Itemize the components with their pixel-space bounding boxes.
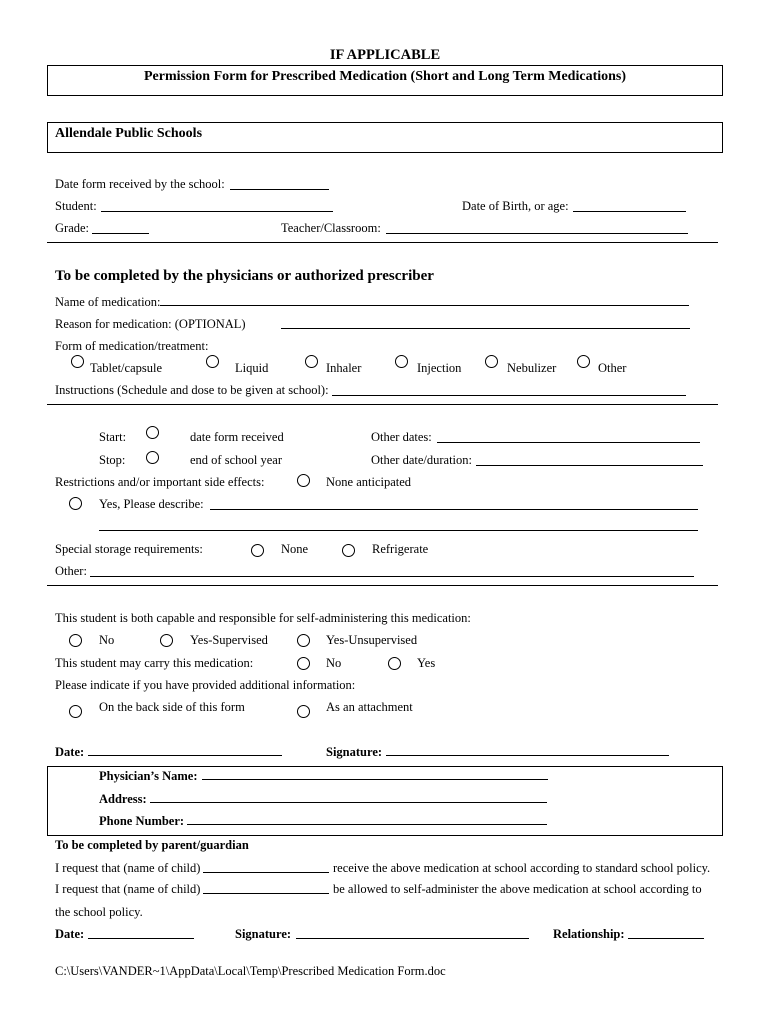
relationship-label: Relationship:: [553, 927, 625, 941]
reason-field[interactable]: [281, 328, 690, 329]
other-field[interactable]: [90, 576, 694, 577]
phone-label: Phone Number:: [99, 814, 185, 828]
start-date-received-radio[interactable]: [146, 426, 159, 439]
carry-label: This student may carry this medication:: [55, 656, 254, 670]
teacher-label: Teacher/Classroom:: [281, 221, 381, 235]
date-received-field[interactable]: [230, 189, 329, 190]
capable-no-label: No: [99, 633, 115, 647]
capable-label: This student is both capable and responsible for self-administering this medication:: [55, 611, 471, 625]
capable-no-radio[interactable]: [69, 634, 82, 647]
instructions-label: Instructions (Schedule and dose to be given at school):: [55, 383, 329, 397]
address-label: Address:: [99, 792, 147, 806]
file-path-footer: C:\Users\VANDER~1\AppData\Local\Temp\Prescribed Medication Form.doc: [55, 964, 446, 978]
instructions-field[interactable]: [332, 395, 686, 396]
physician-heading: To be completed by the physicians or authorized prescriber: [55, 268, 434, 284]
tablet-capsule-label: Tablet/capsule: [90, 361, 163, 375]
start-label: Start:: [99, 430, 127, 444]
other-duration-field[interactable]: [476, 465, 703, 466]
storage-refrigerate-label: Refrigerate: [372, 542, 429, 556]
teacher-field[interactable]: [386, 233, 688, 234]
physician-date-field[interactable]: [88, 755, 282, 756]
describe-field-1[interactable]: [210, 509, 698, 510]
school-name: Allendale Public Schools: [55, 126, 203, 141]
stop-option-label: end of school year: [190, 453, 282, 467]
liquid-radio[interactable]: [206, 355, 219, 368]
if-applicable-heading: IF APPLICABLE: [329, 47, 441, 63]
yes-describe-radio[interactable]: [69, 497, 82, 510]
yes-describe-label: Yes, Please describe:: [99, 497, 204, 511]
request2-continued: the school policy.: [55, 905, 143, 919]
medication-name-label: Name of medication:: [55, 295, 161, 309]
carry-yes-label: Yes: [417, 656, 436, 670]
storage-label: Special storage requirements:: [55, 542, 203, 556]
form-title: Permission Form for Prescribed Medication (Short and Long Term Medications): [143, 69, 627, 84]
instructions-divider: [47, 404, 718, 405]
other-duration-label: Other date/duration:: [371, 453, 473, 467]
back-side-radio[interactable]: [69, 705, 82, 718]
physician-name-label: Physician’s Name:: [99, 769, 198, 783]
physician-name-field[interactable]: [202, 779, 548, 780]
relationship-field[interactable]: [628, 938, 704, 939]
other-dates-label: Other dates:: [371, 430, 432, 444]
attachment-label: As an attachment: [326, 700, 413, 714]
additional-info-label: Please indicate if you have provided additional information:: [55, 678, 356, 692]
other-form-label: Other: [598, 361, 627, 375]
stop-end-of-year-radio[interactable]: [146, 451, 159, 464]
physician-date-label: Date:: [55, 745, 85, 759]
other-dates-field[interactable]: [437, 442, 700, 443]
request2-prefix: I request that (name of child): [55, 882, 201, 896]
medication-name-field[interactable]: [160, 305, 689, 306]
liquid-label: Liquid: [235, 361, 269, 375]
grade-field[interactable]: [92, 233, 149, 234]
request1-suffix: receive the above medication at school according to standard school policy.: [333, 861, 711, 875]
yes-supervised-radio[interactable]: [160, 634, 173, 647]
reason-label: Reason for medication: (OPTIONAL): [55, 317, 246, 331]
describe-field-2[interactable]: [99, 530, 698, 531]
yes-supervised-label: Yes-Supervised: [190, 633, 268, 647]
nebulizer-label: Nebulizer: [507, 361, 557, 375]
parent-signature-label: Signature:: [235, 927, 292, 941]
start-option-label: date form received: [190, 430, 284, 444]
carry-no-label: No: [326, 656, 342, 670]
child-name-field-2[interactable]: [203, 893, 329, 894]
attachment-radio[interactable]: [297, 705, 310, 718]
storage-none-radio[interactable]: [251, 544, 264, 557]
storage-divider: [47, 585, 718, 586]
student-field[interactable]: [101, 211, 333, 212]
phone-field[interactable]: [187, 824, 547, 825]
physician-signature-label: Signature:: [326, 745, 383, 759]
dob-field[interactable]: [573, 211, 686, 212]
other-form-radio[interactable]: [577, 355, 590, 368]
parent-date-label: Date:: [55, 927, 85, 941]
injection-radio[interactable]: [395, 355, 408, 368]
request1-prefix: I request that (name of child): [55, 861, 201, 875]
injection-label: Injection: [417, 361, 462, 375]
none-anticipated-label: None anticipated: [326, 475, 412, 489]
inhaler-radio[interactable]: [305, 355, 318, 368]
dob-label: Date of Birth, or age:: [462, 199, 569, 213]
child-name-field-1[interactable]: [203, 872, 329, 873]
back-side-label: On the back side of this form: [99, 700, 245, 714]
other-label: Other:: [55, 564, 87, 578]
nebulizer-radio[interactable]: [485, 355, 498, 368]
grade-label: Grade:: [55, 221, 90, 235]
restrictions-label: Restrictions and/or important side effects:: [55, 475, 265, 489]
date-received-label: Date form received by the school:: [55, 177, 225, 191]
address-field[interactable]: [150, 802, 547, 803]
yes-unsupervised-label: Yes-Unsupervised: [326, 633, 418, 647]
storage-refrigerate-radio[interactable]: [342, 544, 355, 557]
stop-label: Stop:: [99, 453, 126, 467]
request2-suffix: be allowed to self-administer the above medication at school according to: [333, 882, 702, 896]
tablet-capsule-radio[interactable]: [71, 355, 84, 368]
physician-signature-field[interactable]: [386, 755, 669, 756]
student-label: Student:: [55, 199, 97, 213]
inhaler-label: Inhaler: [326, 361, 362, 375]
section-divider: [47, 242, 718, 243]
form-of-medication-label: Form of medication/treatment:: [55, 339, 209, 353]
parent-heading: To be completed by parent/guardian: [55, 838, 249, 852]
parent-signature-field[interactable]: [296, 938, 529, 939]
storage-none-label: None: [281, 542, 309, 556]
carry-yes-radio[interactable]: [388, 657, 401, 670]
carry-no-radio[interactable]: [297, 657, 310, 670]
yes-unsupervised-radio[interactable]: [297, 634, 310, 647]
none-anticipated-radio[interactable]: [297, 474, 310, 487]
parent-date-field[interactable]: [88, 938, 194, 939]
